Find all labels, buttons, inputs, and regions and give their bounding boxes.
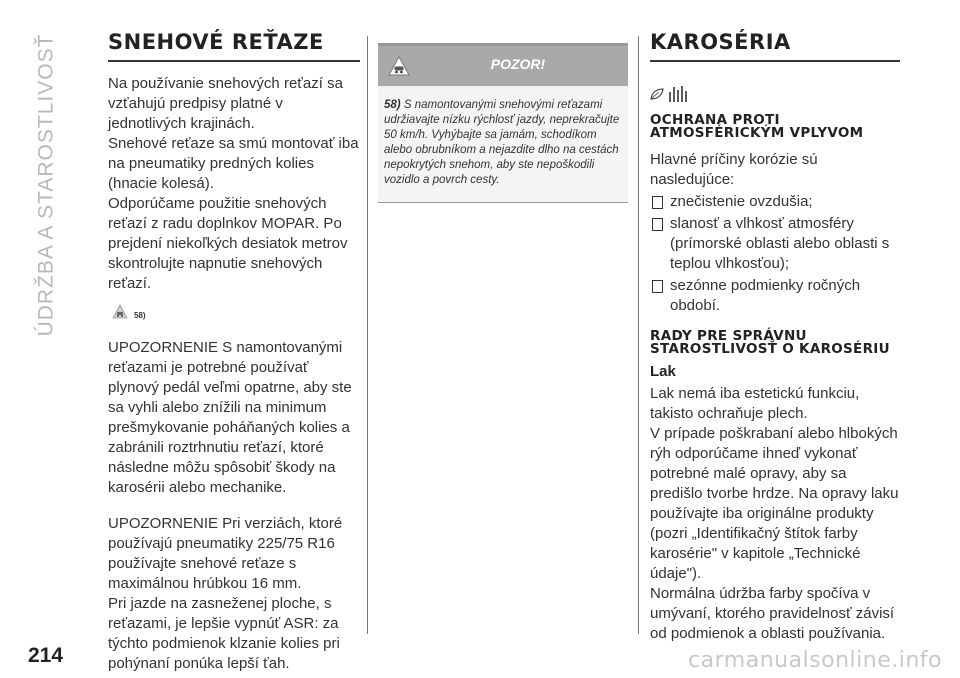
recycle-drop-icon: [666, 84, 688, 104]
column-divider: [367, 36, 368, 634]
list-item: [650, 214, 900, 274]
checkbox-bullet-icon: [652, 280, 663, 293]
label-paint: Lak: [650, 363, 676, 380]
paragraph: Pri jazde na zasneženej ploche, s reťazami, je lepšie vypnúť ASR: za týchto podmienok klzanie kolies pri pohýnaní ponúka lepší ťah.: [108, 595, 340, 672]
heading-snow-chains: SNEHOVÉ REŤAZE: [108, 28, 360, 62]
paragraph: UPOZORNENIE Pri verziách, ktoré používajú pneumatiky 225/75 R16 používajte snehové reťaze s maximálnou hrúbkou 16 mm.: [108, 515, 343, 592]
warning-body: [378, 86, 628, 202]
list-item-text: sezónne podmienky ročných období.: [670, 277, 861, 314]
right-column: [650, 28, 900, 644]
warning-box: [378, 43, 628, 203]
paragraph: Hlavné príčiny korózie sú nasledujúce:: [650, 151, 818, 188]
checkbox-bullet-icon: [652, 218, 663, 231]
car-warning-icon: [112, 304, 128, 320]
warning-number: 58): [384, 99, 401, 111]
leaf-icon: [650, 88, 664, 100]
page-number: 214: [28, 644, 64, 667]
side-title-text: ÚDRŽBA A STAROSTLIVOSŤ: [34, 33, 58, 337]
paragraph: Odporúčame použitie snehových reťazí z radu doplnkov MOPAR. Po prejdení niekoľkých desiatok metrov skontrolujte napnutie snehových reťazí.: [108, 195, 348, 292]
paragraph: Na používanie snehových reťazí sa vzťahujú predpisy platné v jednotlivých krajinách.: [108, 75, 343, 132]
section-side-title: [26, 33, 66, 337]
paragraph: Snehové reťaze sa smú montovať iba na pneumatiky predných kolies (hnacie kolesá).: [108, 135, 359, 192]
paragraph: Lak nemá iba estetickú funkciu, takisto ochraňuje plech.: [650, 385, 860, 422]
column-divider: [638, 36, 639, 634]
list-item: [650, 276, 900, 316]
subheading-care-advice: RADY PRE SPRÁVNU STAROSTLIVOSŤ O KAROSÉRIU: [650, 328, 890, 357]
checkbox-bullet-icon: [652, 196, 663, 209]
watermark: carmanualsonline.info: [688, 648, 942, 673]
reference-label: 58): [134, 311, 146, 320]
warning-text: S namontovanými snehovými reťazami udržiavajte nízku rýchlosť jazdy, neprekračujte 50 km/h. Vyhýbajte sa jamám, schodíkom alebo obrubníkom a nejazdite dlho na cestách nepokrytých snehom, aby ste nepoškodili vozidlo a povrch cesty.: [384, 99, 620, 186]
middle-column: [378, 43, 628, 203]
list-item-text: znečistenie ovzdušia;: [670, 193, 813, 210]
heading-bodywork: KAROSÉRIA: [650, 28, 900, 62]
list-item: [650, 192, 900, 212]
left-column: [108, 28, 360, 674]
paragraph: UPOZORNENIE S namontovanými reťazami je potrebné používať plynový pedál veľmi opatrne, aby ste sa vyhli alebo znížili na minimum prešmykovanie poháňaných kolies a zabránili roztrhnutiu reťazí, ktoré následne môžu spôsobiť škody na karosérii alebo mechanike.: [108, 339, 352, 496]
brand-icons: [650, 84, 900, 104]
paragraph: V prípade poškrabaní alebo hlbokých rýh odporúčame ihneď vykonať potrebné malé opravy, aby sa predišlo tvorbe hrdze. Na opravy laku používajte iba originálne produkty (pozri „Identifikačný štítok farby karosérie" v kapitole „Technické údaje").: [650, 425, 899, 582]
subheading-protection: OCHRANA PROTI ATMOSFÉRICKÝM VPLYVOM: [650, 112, 864, 141]
warning-title: POZOR!: [490, 56, 546, 72]
warning-header: [378, 43, 628, 86]
warning-reference[interactable]: [112, 304, 360, 320]
list-item-text: slanosť a vlhkosť atmosféry (prímorské oblasti alebo oblasti s teplou vlhkosťou);: [670, 215, 890, 272]
paragraph: Normálna údržba farby spočíva v umývaní, ktorého pravidelnosť závisí od podmienok a oblasti používania.: [650, 585, 895, 642]
